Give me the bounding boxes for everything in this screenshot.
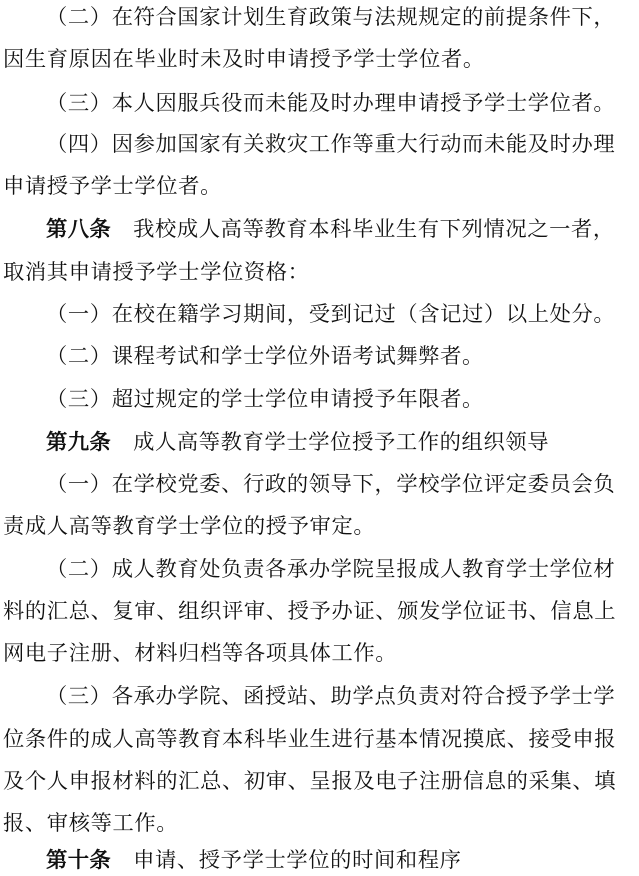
paragraph-line: （三）各承办学院、函授站、助学点负责对符合授予学士学 [46,684,616,709]
paragraph-line: 责成人高等教育学士学位的授予审定。 [3,514,376,539]
paragraph-line: （三）超过规定的学士学位申请授予年限者。 [46,387,484,412]
paragraph-line: （四）因参加国家有关救灾工作等重大行动而未能及时办理 [46,132,616,157]
paragraph-line: （二）课程考试和学士学位外语考试舞弊者。 [46,344,484,369]
paragraph-line: （一）在校在籍学习期间，受到记过（含记过）以上处分。 [46,302,616,327]
paragraph-line: 料的汇总、复审、组织评审、授予办证、颁发学位证书、信息上 [3,599,617,624]
paragraph-line: 位条件的成人高等教育本科毕业生进行基本情况摸底、接受申报 [3,727,617,752]
paragraph-line: 取消其申请授予学士学位资格： [3,260,310,285]
article-heading-line: 第九条 成人高等教育学士学位授予工作的组织领导 [46,430,550,455]
paragraph-line: （二）成人教育处负责各承办学院呈报成人教育学士学位材 [46,557,616,582]
article-number: 第九条 [46,430,112,455]
paragraph-line: （一）在学校党委、行政的领导下，学校学位评定委员会负 [46,472,616,497]
paragraph-line: 及个人申报材料的汇总、初审、呈报及电子注册信息的采集、填 [3,769,617,794]
paragraph-line: 报、审核等工作。 [3,811,179,836]
paragraph-line: （二）在符合国家计划生育政策与法规规定的前提条件下， [46,5,616,30]
article-number: 第十条 [46,848,112,873]
article-heading-line: 第八条 我校成人高等教育本科毕业生有下列情况之一者， [46,217,615,242]
paragraph-line: 因生育原因在毕业时未及时申请授予学士学位者。 [3,47,485,72]
article-number: 第八条 [46,217,112,242]
paragraph-line: 申请授予学士学位者。 [3,174,222,199]
paragraph-line: （三）本人因服兵役而未能及时办理申请授予学士学位者。 [46,91,616,116]
article-heading-line: 第十条 申请、授予学士学位的时间和程序 [46,848,462,873]
paragraph-line: 网电子注册、材料归档等各项具体工作。 [3,641,398,666]
